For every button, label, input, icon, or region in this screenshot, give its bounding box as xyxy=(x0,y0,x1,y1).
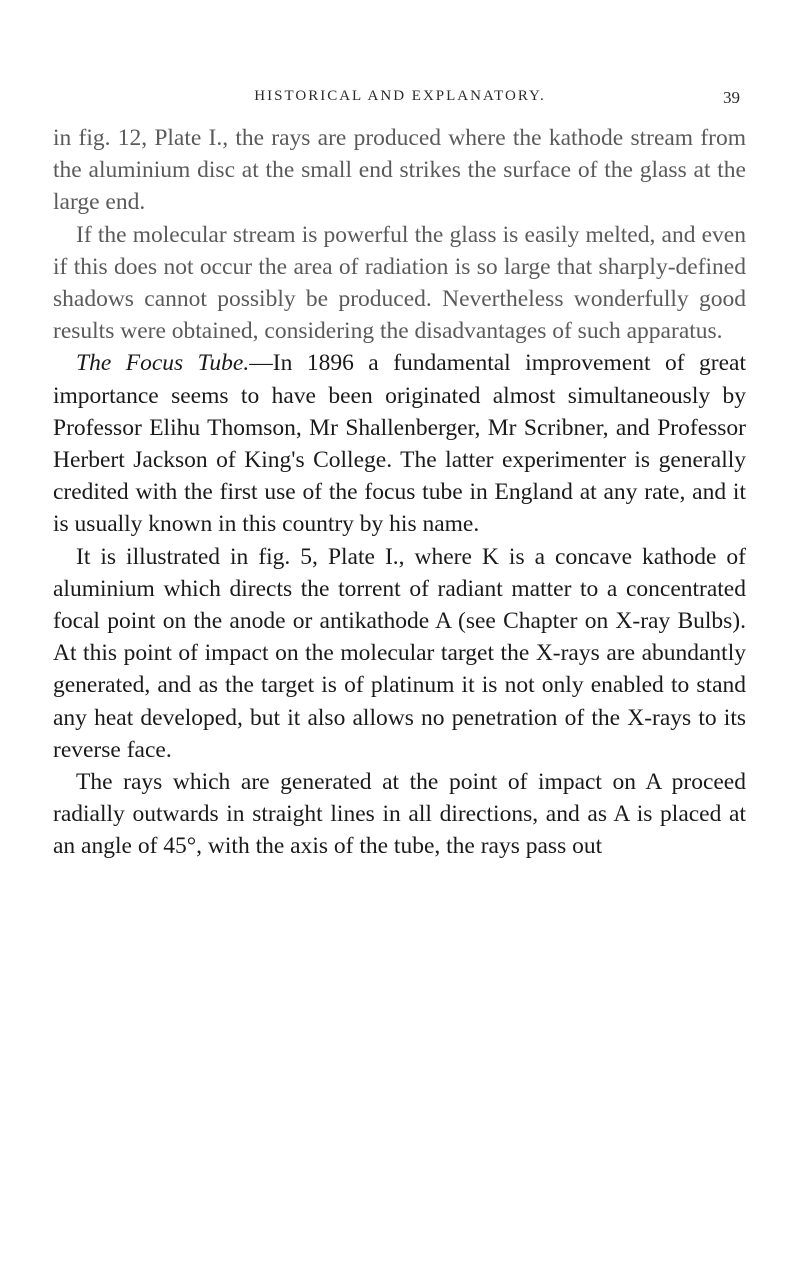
paragraph-focus-tube xyxy=(53,347,746,540)
paragraph-text: in fig. 12, Plate I., the rays are produced where the kathode stream from the aluminium disc at the small end strikes the surface of the glass at the large end. xyxy=(53,125,746,216)
paragraph-text: It is illustrated in fig. 5, Plate I., where K is a concave kathode of aluminium which directs the torrent of radiant matter to a concentrated focal point on the anode or antikathode A (see Chapter on X-ray Bulbs). At this point of impact on the molecular target the X-rays are abundantly generated, and as the target is of platinum it is not only enabled to stand any heat developed, but it also allows no penetration of the X-rays to its reverse face. xyxy=(53,543,746,763)
paragraph-fig5 xyxy=(53,541,746,766)
paragraph-fig12 xyxy=(53,122,746,219)
section-heading-focus-tube: The Focus Tube. xyxy=(76,350,250,377)
page-number: 39 xyxy=(723,88,740,107)
paragraph-text: —In 1896 a fundamental improvement of great importance seems to have been originated almost simultaneously by Professor Elihu Thomson, Mr Shallenberger, Mr Scribner, and Professor Herbert Jackson of King's College. The latter experimenter is generally credited with the first use of the focus tube in England at any rate, and it is usually known in this country by his name. xyxy=(53,350,746,538)
paragraph-rays-generated xyxy=(53,766,746,863)
page-header xyxy=(60,88,740,112)
running-title: HISTORICAL AND EXPLANATORY. xyxy=(254,88,546,104)
body-text xyxy=(53,122,746,863)
paragraph-text: The rays which are generated at the point of impact on A proceed radially outwards in straight lines in all directions, and as A is placed at an angle of 45°, with the axis of the tube, the rays pass out xyxy=(53,769,746,860)
paragraph-molecular-stream xyxy=(53,219,746,348)
paragraph-text: If the molecular stream is powerful the glass is easily melted, and even if this does not occur the area of radiation is so large that sharply-defined shadows cannot possibly be produced. Nevertheless wonderfully good results were obtained, considering the disadvantages of such apparatus. xyxy=(53,221,746,345)
